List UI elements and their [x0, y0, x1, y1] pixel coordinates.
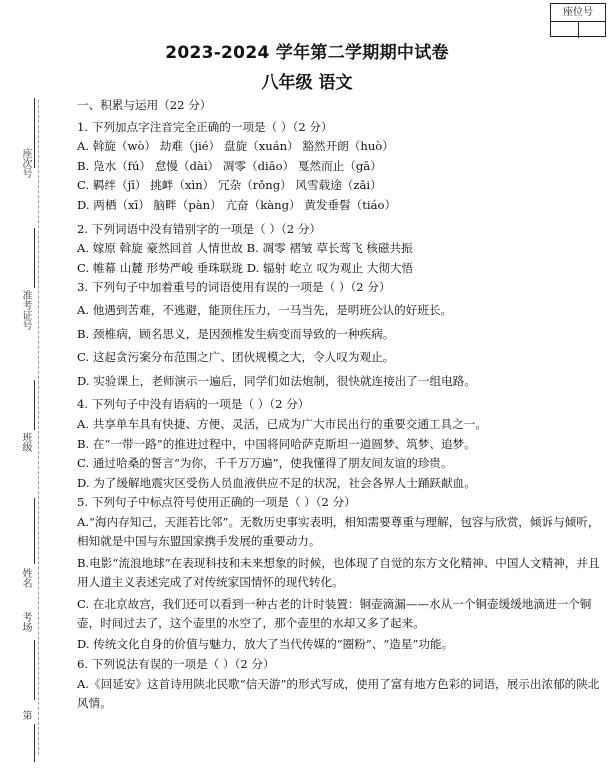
- question-2: [77, 220, 605, 279]
- question-3: [77, 278, 605, 391]
- side-room-blank: [34, 640, 35, 700]
- exam-subtitle: 八年级 语文: [261, 73, 353, 93]
- side-di-label: 第: [20, 710, 31, 720]
- option: C. 通过哈桑的誓言“为你，千千万万遍”，使我懂得了朋友间友谊的珍贵。: [77, 456, 453, 471]
- option: A.《回延安》这首诗用陕北民歌“信天游”的形式写成，使用了富有地方色彩的词语，展示出浓郁的陕北风情。: [77, 676, 600, 710]
- side-class-label: 班级: [20, 432, 31, 452]
- question-stem: 5. 下列句子中标点符号使用正确的一项是（ ）（2 分）: [77, 495, 356, 510]
- question-stem: 6. 下列说法有误的一项是（ ）（2 分）: [77, 656, 275, 671]
- option: C. 帷幕 山麓 形势严峻 垂珠联珑 D. 辐射 屹立 叹为观止 大彻大悟: [77, 260, 414, 275]
- exam-title: 2023-2024 学年第二学期期中试卷: [165, 43, 449, 63]
- binding-line: [38, 100, 39, 755]
- side-di-blank: [34, 724, 35, 762]
- question-5: [77, 493, 605, 655]
- option: B. 颈椎病，顾名思义，是因颈椎发生病变而导致的一种疾病。: [77, 326, 395, 341]
- option: A.“海内存知己，天涯若比邻”。无数历史事实表明，相知需要尊重与理解，包容与欣赏，倾诉与倾听，相知就是中国与东盟国家携手发展的重要动力。: [77, 514, 600, 549]
- question-stem: 4. 下列句子中没有语病的一项是（ ）（2 分）: [77, 397, 310, 412]
- option: A. 他遇到苦难，不逃避，能顶住压力，一马当先，是明班公认的好班长。: [77, 302, 453, 317]
- side-ticket-no-label: 准考证号: [20, 290, 31, 330]
- option: A. 嫁原 斡旋 豪然回首 人情世故 B. 凋零 褶皱 草长莺飞 核磁共振: [77, 241, 413, 256]
- question-4: [77, 395, 605, 493]
- option: B. 凫水（fú） 怠慢（dài） 凋零（diāo） 戛然而止（gā）: [77, 158, 382, 173]
- option: A. 斡旋（wò） 劫难（jié） 盘旋（xuán） 豁然开朗（huò）: [77, 139, 394, 154]
- question-stem: 1. 下列加点字注音完全正确的一项是（ ）（2 分）: [77, 119, 333, 134]
- question-6: [77, 655, 605, 713]
- question-stem: 2. 下列词语中没有错别字的一项是（ ）（2 分）: [77, 221, 321, 236]
- question-1: [77, 118, 605, 216]
- side-name-label: 姓名: [20, 568, 31, 588]
- option: C. 在北京故宫，我们还可以看到一种古老的计时装置：铜壶滴漏——水从一个铜壶缓缓地滴进一个铜壶，时间过去了，这个壶里的水空了，那个壶里的水却又多了起来。: [77, 596, 592, 630]
- side-class-blank: [34, 380, 35, 430]
- option: D. 两栖（xī） 脑畔（pàn） 亢奋（kàng） 黄发垂髫（tiáo）: [77, 197, 397, 212]
- exam-content: [77, 96, 605, 715]
- side-name-blank: [34, 498, 35, 564]
- option: D. 为了缓解地震灾区受伤人员血液供应不足的状况，社会各界人士踊跃献血。: [77, 475, 476, 490]
- option: A. 共享单车具有快捷、方便、灵活，已成为广大市民出行的重要交通工具之一。: [77, 416, 487, 431]
- option: B. 在“一带一路”的推进过程中，中国将同哈萨克斯坦一道圆梦、筑梦、追梦。: [77, 436, 476, 451]
- side-ticket-no-blank: [34, 228, 35, 288]
- seat-number-label: 座位号: [551, 4, 605, 22]
- section-heading: 一、积累与运用（22 分）: [77, 98, 212, 112]
- side-room-label: 考场: [20, 612, 31, 632]
- option: C. 这起贪污案分布范围之广、团伙规模之大，令人叹为观止。: [77, 350, 395, 365]
- option: D. 传统文化自身的价值与魅力，放大了当代传媒的“圈粉”、“造星”功能。: [77, 637, 454, 652]
- option: B.电影“流浪地球”在表现科技和未来想象的时候，也体现了自觉的东方文化精神、中国人文精神，并且用人道主义表述完成了对传统家国情怀的现代转化。: [77, 555, 600, 590]
- question-stem: 3. 下列句子中加着重号的词语使用有误的一项是（ ）（2 分）: [77, 280, 391, 295]
- seat-number-cells: [551, 22, 605, 38]
- option: C. 羁绊（jī） 挑衅（xìn） 冗杂（rǒng） 风雪载途（zǎi）: [77, 178, 382, 193]
- side-seat-no-label: 座次号: [20, 148, 31, 178]
- option: D. 实验课上，老师演示一遍后，同学们如法炮制，很快就连接出了一组电路。: [77, 373, 476, 388]
- seat-number-box: [550, 3, 606, 37]
- side-seat-no-blank: [34, 98, 35, 168]
